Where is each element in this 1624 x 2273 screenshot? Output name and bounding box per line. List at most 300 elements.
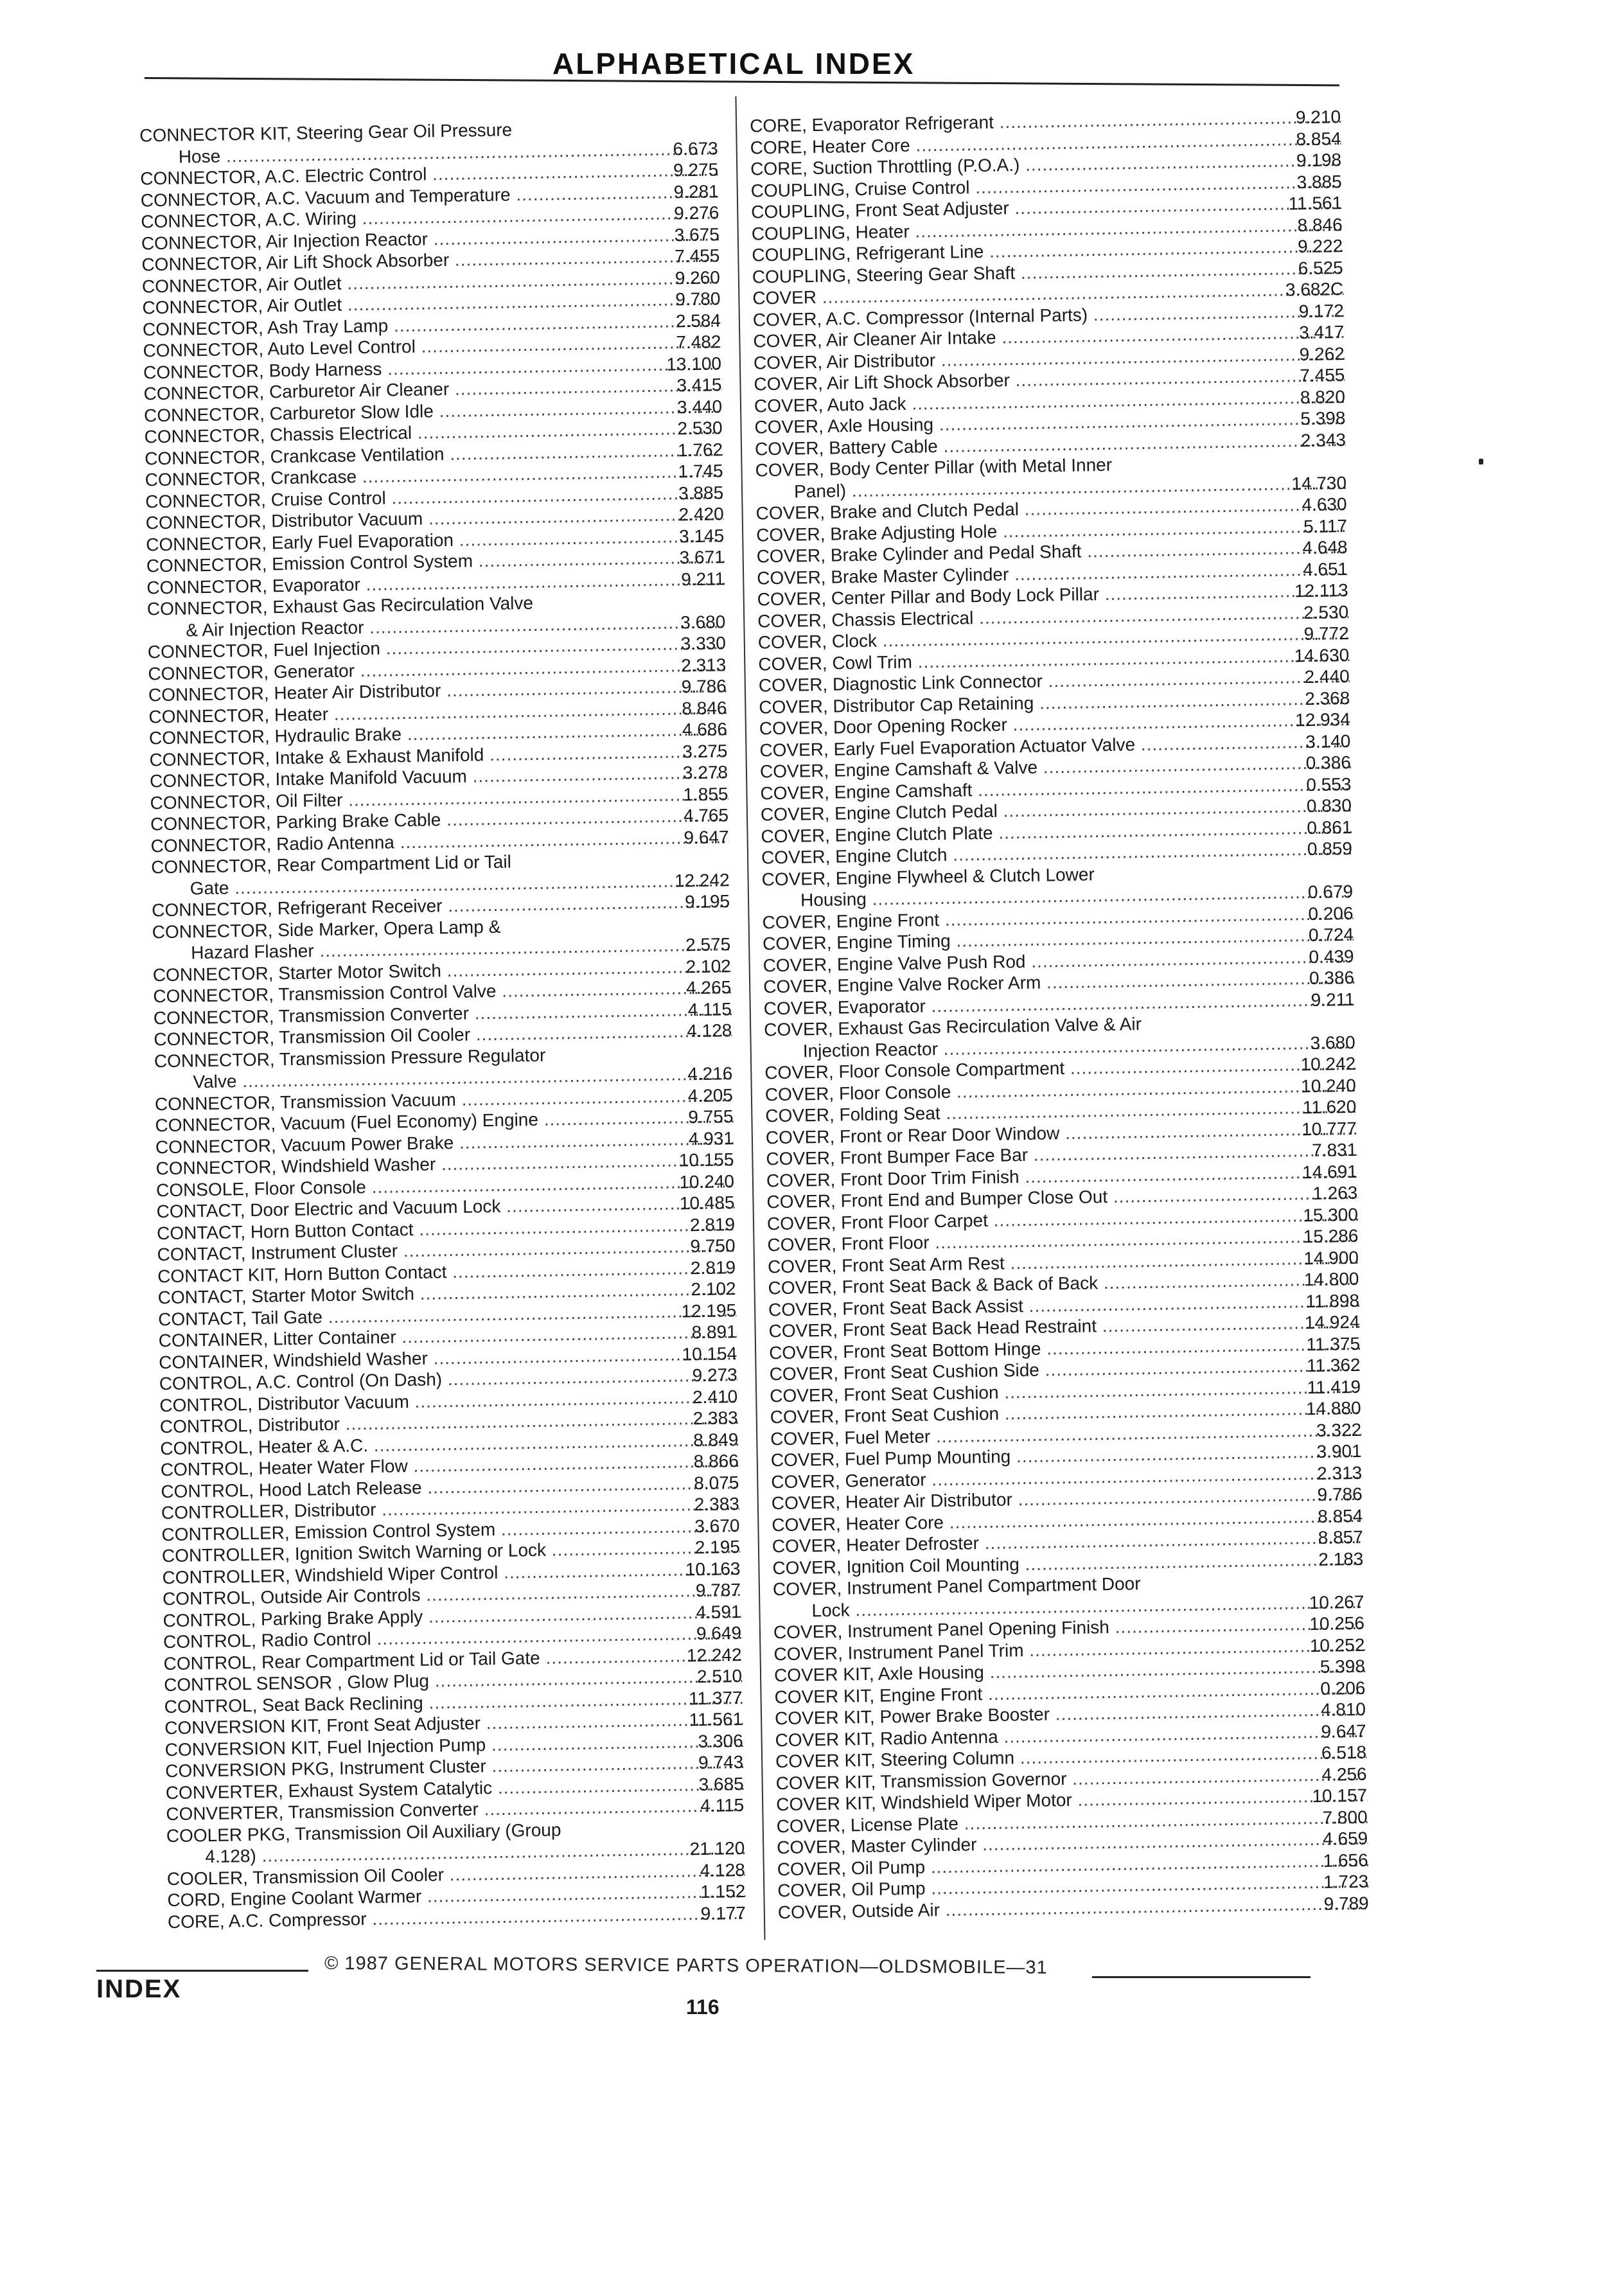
entry-name: CONNECTOR, Air Outlet ..... bbox=[142, 267, 720, 297]
entry-reference-number: 9.222 bbox=[1297, 236, 1343, 257]
entry-reference-number: 1.855 bbox=[683, 783, 728, 804]
entry-reference-number: 0.830 bbox=[1306, 795, 1352, 817]
entry-reference-number: 2.510 bbox=[696, 1666, 743, 1687]
index-column-right bbox=[750, 106, 1369, 1923]
entry-name: COVER, Engine Flywheel & Clutch Lower bbox=[761, 863, 1095, 889]
entry-reference-number: 9.273 bbox=[692, 1365, 737, 1386]
entry-reference-number: 2.368 bbox=[1304, 687, 1350, 709]
entry-reference-number: 14.800 bbox=[1303, 1268, 1359, 1290]
entry-reference-number: 8.849 bbox=[693, 1429, 739, 1450]
entry-name: COOLER PKG, Transmission Oil Auxiliary (Group bbox=[166, 1819, 561, 1846]
entry-reference-number: 3.671 bbox=[679, 547, 725, 568]
entry-reference-number: 10.157 bbox=[1312, 1785, 1368, 1807]
entry-reference-number: 2.183 bbox=[1318, 1548, 1364, 1570]
entry-reference-number: 7.800 bbox=[1322, 1807, 1368, 1828]
copyright-text: © 1987 GENERAL MOTORS SERVICE PARTS OPERATION—OLDSMOBILE—31 bbox=[324, 1953, 1048, 1978]
entry-name-continuation: Lock ..... bbox=[773, 1591, 1364, 1622]
entry-name: COVER, Floor Console ..... bbox=[765, 1074, 1356, 1105]
entry-name: COVER, Front Seat Arm Rest ..... bbox=[768, 1246, 1359, 1277]
entry-name: CONTROL, Outside Air Controls ..... bbox=[163, 1579, 741, 1610]
entry-name: CONTACT, Horn Button Contact ..... bbox=[157, 1214, 735, 1244]
entry-name: CONTROL, Seat Back Reclining ..... bbox=[164, 1687, 742, 1718]
entry-reference-number: 3.675 bbox=[674, 224, 720, 245]
entry-name: COVER KIT, Windshield Wiper Motor ..... bbox=[776, 1785, 1367, 1816]
entry-reference-number: 9.755 bbox=[688, 1106, 734, 1128]
entry-reference-number: 9.786 bbox=[1317, 1483, 1363, 1505]
entry-reference-number: 4.256 bbox=[1321, 1764, 1367, 1785]
entry-reference-number: 4.115 bbox=[700, 1795, 745, 1816]
entry-name: COVER, Front Seat Cushion Side ..... bbox=[769, 1354, 1360, 1385]
entry-reference-number: 1.656 bbox=[1323, 1850, 1368, 1871]
entry-name: CONNECTOR, Emission Control System ..... bbox=[146, 546, 725, 577]
entry-name: COVER, Oil Pump ..... bbox=[777, 1871, 1368, 1902]
footer-rule-left bbox=[96, 1970, 308, 1972]
entry-reference-number: 9.789 bbox=[1323, 1893, 1369, 1914]
entry-name: COVER KIT, Engine Front ..... bbox=[774, 1677, 1365, 1708]
entry-reference-number: 11.377 bbox=[688, 1687, 743, 1708]
entry-name: COVER, Brake and Clutch Pedal ..... bbox=[755, 493, 1346, 524]
entry-name: COVER, Diagnostic Link Connector ..... bbox=[759, 666, 1350, 696]
entry-name: CONNECTOR, Crankcase ..... bbox=[145, 460, 723, 491]
entry-name: COVER, Engine Front ..... bbox=[762, 902, 1353, 933]
entry-reference-number: 4.205 bbox=[687, 1084, 734, 1106]
entry-name: COVER, Fuel Meter ..... bbox=[770, 1419, 1361, 1449]
entry-reference-number: 9.772 bbox=[1303, 623, 1349, 644]
entry-reference-number: 4.128 bbox=[686, 1020, 732, 1041]
entry-name: CONNECTOR, Vacuum (Fuel Economy) Engine ..... bbox=[155, 1106, 733, 1136]
entry-name: COVER, Air Distributor ..... bbox=[754, 343, 1345, 374]
entry-reference-number: 1.152 bbox=[700, 1880, 746, 1902]
entry-reference-number: 3.330 bbox=[680, 633, 727, 654]
entry-name-continuation: Valve ..... bbox=[154, 1063, 732, 1093]
entry-reference-number: 10.155 bbox=[678, 1149, 734, 1171]
entry-name: COVER, Brake Adjusting Hole ..... bbox=[756, 515, 1347, 546]
entry-name: CONTACT KIT, Horn Button Contact ..... bbox=[157, 1257, 736, 1287]
entry-reference-number: 14.630 bbox=[1294, 644, 1350, 666]
entry-reference-number: 9.198 bbox=[1296, 150, 1342, 171]
entry-name: CONTROLLER, Distributor ..... bbox=[161, 1493, 739, 1524]
entry-reference-number: 4.591 bbox=[696, 1601, 741, 1622]
entry-name: COVER, Front Seat Back & Back of Back ..... bbox=[768, 1268, 1359, 1299]
entry-reference-number: 12.242 bbox=[686, 1644, 742, 1665]
entry-reference-number: 8.857 bbox=[1318, 1526, 1364, 1548]
entry-reference-number: 15.286 bbox=[1303, 1225, 1359, 1247]
entry-name: COVER KIT, Power Brake Booster ..... bbox=[775, 1699, 1366, 1729]
entry-reference-number: 3.885 bbox=[678, 482, 724, 503]
entry-name: COVER, Engine Camshaft & Valve ..... bbox=[760, 752, 1351, 783]
entry-reference-number: 10.485 bbox=[679, 1192, 735, 1214]
entry-name: CONTAINER, Litter Container ..... bbox=[158, 1321, 736, 1352]
entry-name: CONNECTOR, Parking Brake Cable ..... bbox=[150, 804, 728, 835]
entry-name: CORE, A.C. Compressor ..... bbox=[168, 1902, 746, 1932]
entry-name: CONTACT, Starter Motor Switch ..... bbox=[157, 1278, 736, 1309]
entry-reference-number: 8.846 bbox=[682, 697, 727, 718]
entry-reference-number: 8.866 bbox=[693, 1451, 739, 1472]
entry-reference-number: 7.831 bbox=[1311, 1139, 1357, 1161]
entry-name: COVER, Distributor Cap Retaining ..... bbox=[759, 687, 1350, 718]
entry-reference-number: 3.145 bbox=[678, 525, 725, 546]
entry-reference-number: 2.313 bbox=[681, 654, 727, 675]
entry-reference-number: 2.440 bbox=[1304, 666, 1350, 687]
entry-name: COVER, Auto Jack ..... bbox=[754, 386, 1345, 417]
entry-name: CONTACT, Instrument Cluster ..... bbox=[157, 1235, 735, 1266]
entry-name: COVER, License Plate ..... bbox=[776, 1806, 1367, 1837]
stray-mark bbox=[1479, 459, 1483, 464]
entry-name: CONVERTER, Transmission Converter ..... bbox=[166, 1794, 744, 1825]
entry-reference-number: 11.898 bbox=[1305, 1290, 1360, 1311]
entry-name: CONNECTOR, Generator ..... bbox=[148, 654, 726, 685]
entry-name: CONNECTOR, Body Harness ..... bbox=[143, 353, 721, 384]
entry-name: CONTAINER, Windshield Washer ..... bbox=[159, 1343, 737, 1374]
entry-name: COVER, Front Seat Cushion ..... bbox=[770, 1397, 1361, 1428]
entry-name: CONTROL, Distributor Vacuum ..... bbox=[159, 1386, 737, 1417]
entry-reference-number: 3.682C bbox=[1285, 279, 1344, 300]
entry-name: COVER, Front Floor ..... bbox=[767, 1225, 1358, 1256]
entry-name: COVER, Generator ..... bbox=[771, 1462, 1362, 1492]
entry-name: COVER, Heater Air Distributor ..... bbox=[772, 1483, 1363, 1514]
entry-name: COVER, Evaporator ..... bbox=[763, 988, 1354, 1019]
entry-name: CONNECTOR, Rear Compartment Lid or Tail bbox=[150, 851, 512, 878]
entry-name: CONTROLLER, Emission Control System ..... bbox=[161, 1515, 739, 1546]
entry-name: COVER, Instrument Panel Opening Finish ..... bbox=[773, 1613, 1364, 1643]
entry-name: CONNECTOR, Cruise Control ..... bbox=[145, 482, 723, 513]
entry-name: CONTACT, Tail Gate ..... bbox=[158, 1300, 736, 1331]
entry-name: CONNECTOR, Distributor Vacuum ..... bbox=[145, 503, 723, 534]
entry-reference-number: 1.762 bbox=[677, 439, 723, 460]
entry-name: COVER, Instrument Panel Compartment Door bbox=[772, 1573, 1141, 1600]
page-number: 116 bbox=[686, 1995, 719, 2019]
entry-reference-number: 9.647 bbox=[1321, 1720, 1366, 1742]
entry-reference-number: 12.242 bbox=[674, 869, 730, 891]
entry-reference-number: 9.649 bbox=[696, 1623, 742, 1644]
entry-reference-number: 11.620 bbox=[1302, 1096, 1357, 1118]
entry-reference-number: 2.195 bbox=[694, 1537, 741, 1558]
entry-name: COVER, Outside Air ..... bbox=[778, 1892, 1369, 1923]
entry-name: COUPLING, Cruise Control ..... bbox=[750, 171, 1341, 202]
entry-reference-number: 9.275 bbox=[673, 159, 719, 181]
entry-name: COVER KIT, Axle Housing ..... bbox=[774, 1656, 1365, 1686]
entry-reference-number: 9.787 bbox=[695, 1580, 741, 1601]
entry-name: CONNECTOR, A.C. Wiring ..... bbox=[141, 202, 719, 233]
entry-name: COVER, Floor Console Compartment ..... bbox=[764, 1053, 1355, 1084]
entry-reference-number: 10.240 bbox=[679, 1171, 735, 1192]
entry-reference-number: 0.679 bbox=[1307, 881, 1354, 903]
entry-reference-number: 2.102 bbox=[685, 955, 731, 977]
entry-reference-number: 9.177 bbox=[700, 1902, 746, 1924]
entry-reference-number: 9.262 bbox=[1299, 343, 1345, 364]
entry-name: COVER, Engine Valve Push Rod ..... bbox=[763, 945, 1354, 976]
entry-name: COVER, Axle Housing ..... bbox=[754, 407, 1345, 438]
entry-name: COVER, Ignition Coil Mounting ..... bbox=[772, 1548, 1363, 1579]
entry-name: COVER, Early Fuel Evaporation Actuator Valve ..... bbox=[759, 730, 1350, 761]
entry-name: CORD, Engine Coolant Warmer ..... bbox=[167, 1880, 745, 1911]
index-label: INDEX bbox=[96, 1975, 182, 2003]
entry-reference-number: 9.281 bbox=[673, 181, 719, 202]
index-column-left bbox=[139, 116, 746, 1932]
entry-name: COVER, Cowl Trim ..... bbox=[758, 644, 1349, 675]
entry-reference-number: 3.680 bbox=[680, 611, 726, 632]
entry-reference-number: 10.777 bbox=[1301, 1118, 1357, 1139]
entry-name: CORE, Heater Core ..... bbox=[750, 128, 1341, 159]
entry-reference-number: 2.530 bbox=[1303, 601, 1349, 623]
entry-name: CONTROLLER, Ignition Switch Warning or Lock ..... bbox=[162, 1536, 740, 1567]
entry-reference-number: 12.934 bbox=[1294, 709, 1351, 730]
footer-rule-right bbox=[1092, 1976, 1311, 1978]
entry-reference-number: 2.575 bbox=[685, 934, 731, 955]
entry-name: COVER, Engine Clutch ..... bbox=[761, 838, 1352, 869]
entry-name: CONNECTOR, Transmission Pressure Regulator bbox=[154, 1045, 546, 1071]
entry-reference-number: 5.398 bbox=[1300, 408, 1346, 429]
entry-reference-number: 1.745 bbox=[678, 461, 723, 482]
entry-name: CONNECTOR, Air Lift Shock Absorber ..... bbox=[141, 245, 719, 276]
entry-name: COVER, Folding Seat ..... bbox=[765, 1096, 1356, 1127]
entry-reference-number: 3.440 bbox=[676, 396, 723, 417]
entry-name: COVER KIT, Radio Antenna ..... bbox=[775, 1720, 1366, 1751]
entry-reference-number: 2.420 bbox=[678, 504, 724, 525]
entry-name-continuation: Gate ..... bbox=[151, 869, 729, 900]
entry-name: CONTACT, Door Electric and Vacuum Lock ..... bbox=[156, 1192, 734, 1223]
entry-name: CONTROL, Distributor ..... bbox=[160, 1407, 738, 1438]
entry-reference-number: 3.901 bbox=[1316, 1440, 1362, 1462]
entry-reference-number: 4.686 bbox=[682, 719, 728, 740]
entry-reference-number: 6.518 bbox=[1321, 1742, 1367, 1763]
entry-name: CONTROL, Rear Compartment Lid or Tail Gate ..... bbox=[163, 1644, 741, 1675]
entry-name: CONVERSION KIT, Front Seat Adjuster ..... bbox=[164, 1708, 743, 1739]
page-title: ALPHABETICAL INDEX bbox=[552, 47, 915, 80]
entry-reference-number: 10.240 bbox=[1300, 1075, 1356, 1096]
entry-name-continuation: Panel) ..... bbox=[755, 472, 1346, 503]
entry-reference-number: 3.415 bbox=[676, 375, 722, 396]
entry-reference-number: 11.419 bbox=[1307, 1376, 1361, 1397]
entry-name: CONNECTOR, Carburetor Air Cleaner ..... bbox=[143, 374, 721, 405]
entry-name: COVER, Body Center Pillar (with Metal Inner bbox=[755, 454, 1113, 481]
entry-name: CONNECTOR, Auto Level Control ..... bbox=[143, 331, 721, 362]
entry-reference-number: 3.322 bbox=[1316, 1419, 1362, 1440]
entry-name: COVER, Fuel Pump Mounting ..... bbox=[771, 1440, 1362, 1471]
entry-reference-number: 14.691 bbox=[1302, 1161, 1358, 1182]
entry-name: CONTROL SENSOR , Glow Plug ..... bbox=[164, 1665, 742, 1696]
entry-reference-number: 6.525 bbox=[1298, 257, 1343, 278]
entry-name: COVER, Oil Pump ..... bbox=[777, 1849, 1368, 1880]
entry-name: CONNECTOR, Carburetor Slow Idle ..... bbox=[144, 396, 722, 427]
entry-reference-number: 3.670 bbox=[694, 1515, 740, 1536]
entry-reference-number: 5.117 bbox=[1303, 515, 1348, 536]
entry-reference-number: 0.386 bbox=[1305, 752, 1352, 774]
entry-name: COVER, Brake Master Cylinder ..... bbox=[757, 558, 1348, 589]
entry-reference-number: 8.820 bbox=[1300, 386, 1346, 407]
entry-name: CONNECTOR, Exhaust Gas Recirculation Valve bbox=[146, 592, 534, 619]
entry-reference-number: 11.561 bbox=[689, 1709, 743, 1730]
entry-reference-number: 0.439 bbox=[1309, 946, 1354, 967]
entry-reference-number: 2.410 bbox=[692, 1386, 738, 1407]
entry-reference-number: 8.846 bbox=[1297, 214, 1343, 235]
entry-reference-number: 4.810 bbox=[1320, 1699, 1366, 1720]
entry-name: COVER KIT, Steering Column ..... bbox=[775, 1742, 1366, 1773]
entry-reference-number: 6.673 bbox=[673, 137, 718, 159]
entry-name: CONNECTOR, Heater ..... bbox=[148, 697, 727, 728]
entry-reference-number: 7.455 bbox=[1300, 365, 1345, 386]
entry-reference-number: 7.455 bbox=[675, 245, 720, 267]
entry-reference-number: 3.417 bbox=[1299, 322, 1345, 343]
entry-reference-number: 2.383 bbox=[694, 1494, 740, 1515]
entry-name: CONNECTOR, Chassis Electrical ..... bbox=[144, 417, 722, 448]
entry-reference-number: 12.113 bbox=[1294, 580, 1348, 601]
entry-reference-number: 14.880 bbox=[1305, 1397, 1361, 1419]
entry-name: CONNECTOR, A.C. Vacuum and Temperature ..... bbox=[141, 181, 719, 211]
entry-name: COVER, Clock ..... bbox=[758, 623, 1349, 653]
entry-reference-number: 2.819 bbox=[690, 1257, 736, 1278]
entry-name: CONSOLE, Floor Console ..... bbox=[156, 1171, 734, 1201]
entry-name: COVER, Front Bumper Face Bar ..... bbox=[766, 1139, 1357, 1170]
entry-name: CONNECTOR, Refrigerant Receiver ..... bbox=[152, 890, 730, 921]
entry-name: COVER, Engine Clutch Plate ..... bbox=[761, 816, 1352, 847]
entry-reference-number: 0.861 bbox=[1307, 817, 1352, 838]
entry-name: CONNECTOR, Heater Air Distributor ..... bbox=[148, 675, 727, 706]
entry-name: CONVERSION KIT, Fuel Injection Pump ..... bbox=[164, 1730, 743, 1761]
entry-name: CONTROL, Heater Water Flow ..... bbox=[161, 1450, 739, 1481]
entry-reference-number: 3.680 bbox=[1310, 1032, 1355, 1053]
entry-reference-number: 2.383 bbox=[693, 1408, 738, 1429]
entry-name: CONTROL, Radio Control ..... bbox=[163, 1622, 741, 1653]
entry-reference-number: 0.553 bbox=[1306, 774, 1352, 795]
entry-name-continuation: Hazard Flasher ..... bbox=[152, 933, 730, 964]
entry-name: COVER, Heater Core ..... bbox=[772, 1505, 1363, 1535]
entry-reference-number: 4.931 bbox=[688, 1128, 734, 1149]
entry-reference-number: 0.206 bbox=[1320, 1677, 1366, 1699]
entry-name: CONTROL, A.C. Control (On Dash) ..... bbox=[159, 1364, 737, 1395]
entry-name: COVER, Engine Valve Rocker Arm ..... bbox=[763, 967, 1354, 998]
entry-reference-number: 9.750 bbox=[690, 1235, 736, 1257]
entry-name: COVER ..... bbox=[752, 278, 1343, 309]
entry-reference-number: 0.386 bbox=[1309, 967, 1355, 989]
entry-name: CONTROLLER, Windshield Wiper Control ..... bbox=[162, 1558, 740, 1589]
entry-name: CONNECTOR, Early Fuel Evaporation ..... bbox=[146, 525, 724, 556]
entry-name: CONNECTOR, Starter Motor Switch ..... bbox=[153, 955, 731, 986]
entry-name: CONNECTOR, Transmission Converter ..... bbox=[154, 998, 732, 1029]
entry-reference-number: 0.206 bbox=[1308, 903, 1354, 924]
entry-reference-number: 4.115 bbox=[687, 998, 732, 1020]
entry-reference-number: 14.924 bbox=[1304, 1311, 1360, 1333]
entry-reference-number: 3.275 bbox=[682, 740, 728, 761]
entry-reference-number: 2.313 bbox=[1316, 1462, 1363, 1483]
entry-reference-number: 9.276 bbox=[673, 202, 719, 224]
entry-reference-number: 7.482 bbox=[676, 332, 721, 353]
entry-name: CONNECTOR, Oil Filter ..... bbox=[150, 783, 728, 814]
entry-name: CONNECTOR, Windshield Washer ..... bbox=[155, 1149, 734, 1180]
entry-reference-number: 9.743 bbox=[698, 1752, 744, 1773]
entry-name: COVER, Heater Defroster ..... bbox=[772, 1526, 1363, 1557]
entry-reference-number: 2.819 bbox=[689, 1214, 736, 1235]
entry-reference-number: 14.900 bbox=[1303, 1247, 1359, 1268]
entry-name: COVER, Master Cylinder ..... bbox=[777, 1828, 1368, 1859]
entry-name: CONNECTOR, Air Outlet ..... bbox=[142, 288, 720, 319]
entry-name: COUPLING, Front Seat Adjuster ..... bbox=[751, 192, 1342, 223]
entry-reference-number: 10.242 bbox=[1300, 1053, 1356, 1075]
entry-reference-number: 2.530 bbox=[677, 418, 723, 439]
entry-reference-number: 9.210 bbox=[1295, 107, 1341, 128]
entry-reference-number: 11.362 bbox=[1306, 1354, 1361, 1376]
entry-reference-number: 8.075 bbox=[694, 1472, 739, 1493]
entry-name: COVER, Front Seat Back Head Restraint ..... bbox=[768, 1311, 1359, 1342]
entry-name: COOLER, Transmission Oil Cooler ..... bbox=[167, 1859, 745, 1890]
entry-reference-number: 9.211 bbox=[680, 568, 725, 589]
entry-reference-number: 2.343 bbox=[1300, 429, 1346, 450]
entry-reference-number: 21.120 bbox=[689, 1838, 745, 1859]
entry-name: COVER, Front End and Bumper Close Out ..... bbox=[766, 1182, 1357, 1213]
entry-reference-number: 4.216 bbox=[687, 1063, 733, 1084]
entry-name: CONNECTOR, Hydraulic Brake ..... bbox=[149, 718, 727, 749]
entry-name: CONNECTOR, Crankcase Ventilation ..... bbox=[145, 439, 723, 470]
entry-name: CONNECTOR, Transmission Control Valve ..... bbox=[153, 977, 731, 1007]
entry-name: CONNECTOR, Intake Manifold Vacuum ..... bbox=[150, 761, 728, 792]
entry-reference-number: 3.885 bbox=[1296, 171, 1342, 192]
entry-reference-number: 5.398 bbox=[1320, 1656, 1366, 1677]
entry-name: COVER, A.C. Compressor (Internal Parts) ..... bbox=[753, 300, 1344, 331]
entry-reference-number: 10.256 bbox=[1309, 1613, 1365, 1634]
entry-name: CONNECTOR, Intake & Exhaust Manifold ..... bbox=[149, 740, 727, 771]
entry-reference-number: 13.100 bbox=[666, 353, 722, 375]
entry-name: CONNECTOR, Transmission Vacuum ..... bbox=[155, 1084, 733, 1115]
entry-name: COVER, Air Lift Shock Absorber ..... bbox=[754, 364, 1345, 395]
entry-reference-number: 15.300 bbox=[1303, 1204, 1359, 1225]
entry-reference-number: 4.630 bbox=[1302, 494, 1347, 515]
entry-name-continuation: & Air Injection Reactor ..... bbox=[147, 611, 725, 642]
entry-reference-number: 11.375 bbox=[1306, 1333, 1361, 1354]
entry-name: CONNECTOR, Side Marker, Opera Lamp & bbox=[152, 916, 501, 942]
entry-name: CONNECTOR, Radio Antenna ..... bbox=[150, 826, 728, 857]
entry-reference-number: 0.724 bbox=[1308, 924, 1354, 946]
entry-name: CONNECTOR, Evaporator ..... bbox=[146, 568, 725, 599]
entry-reference-number: 10.252 bbox=[1309, 1634, 1365, 1656]
entry-name-continuation: Housing ..... bbox=[762, 881, 1353, 912]
entry-reference-number: 9.647 bbox=[684, 826, 729, 847]
entry-name: COVER, Brake Cylinder and Pedal Shaft ..... bbox=[756, 536, 1347, 567]
entry-name: CONNECTOR KIT, Steering Gear Oil Pressure bbox=[139, 119, 513, 146]
entry-name: COUPLING, Refrigerant Line ..... bbox=[752, 235, 1343, 266]
entry-name: CONVERTER, Exhaust System Catalytic ..... bbox=[166, 1773, 744, 1804]
entry-name: CONTROL, Hood Latch Release ..... bbox=[161, 1472, 739, 1503]
entry-name: CONNECTOR, Transmission Oil Cooler ..... bbox=[154, 1020, 732, 1050]
entry-name: COVER, Front Seat Cushion ..... bbox=[770, 1375, 1361, 1406]
entry-name: CONNECTOR, Ash Tray Lamp ..... bbox=[143, 310, 721, 341]
entry-name: COVER, Front or Rear Door Window ..... bbox=[766, 1117, 1357, 1148]
entry-name: COVER, Engine Timing ..... bbox=[763, 924, 1354, 955]
entry-name: COVER, Exhaust Gas Recirculation Valve & Air bbox=[764, 1014, 1142, 1040]
entry-reference-number: 9.260 bbox=[675, 267, 721, 288]
entry-name: COVER KIT, Transmission Governor ..... bbox=[775, 1763, 1366, 1794]
entry-name: CONNECTOR, Vacuum Power Brake ..... bbox=[155, 1128, 734, 1158]
entry-name: CONVERSION PKG, Instrument Cluster ..... bbox=[165, 1751, 743, 1782]
entry-reference-number: 8.891 bbox=[691, 1322, 737, 1343]
entry-reference-number: 4.265 bbox=[685, 977, 732, 998]
entry-name-continuation: Injection Reactor ..... bbox=[764, 1031, 1355, 1062]
entry-reference-number: 4.651 bbox=[1302, 558, 1348, 579]
entry-reference-number: 4.765 bbox=[683, 805, 729, 826]
entry-reference-number: 1.723 bbox=[1323, 1871, 1369, 1892]
entry-name: CONNECTOR, A.C. Electric Control ..... bbox=[140, 159, 718, 190]
entry-name: COVER, Battery Cable ..... bbox=[755, 429, 1346, 460]
entry-reference-number: 14.730 bbox=[1291, 472, 1347, 493]
entry-reference-number: 10.267 bbox=[1309, 1591, 1364, 1613]
entry-name: COVER, Front Door Trim Finish ..... bbox=[766, 1160, 1357, 1191]
entry-name: COVER, Front Seat Bottom Hinge ..... bbox=[769, 1332, 1360, 1363]
entry-reference-number: 9.786 bbox=[681, 676, 727, 697]
entry-reference-number: 4.648 bbox=[1302, 537, 1348, 558]
entry-reference-number: 4.128 bbox=[700, 1859, 746, 1880]
entry-reference-number: 3.278 bbox=[682, 762, 728, 783]
entry-reference-number: 8.854 bbox=[1296, 128, 1341, 149]
entry-name: COVER, Front Floor Carpet ..... bbox=[767, 1203, 1358, 1234]
